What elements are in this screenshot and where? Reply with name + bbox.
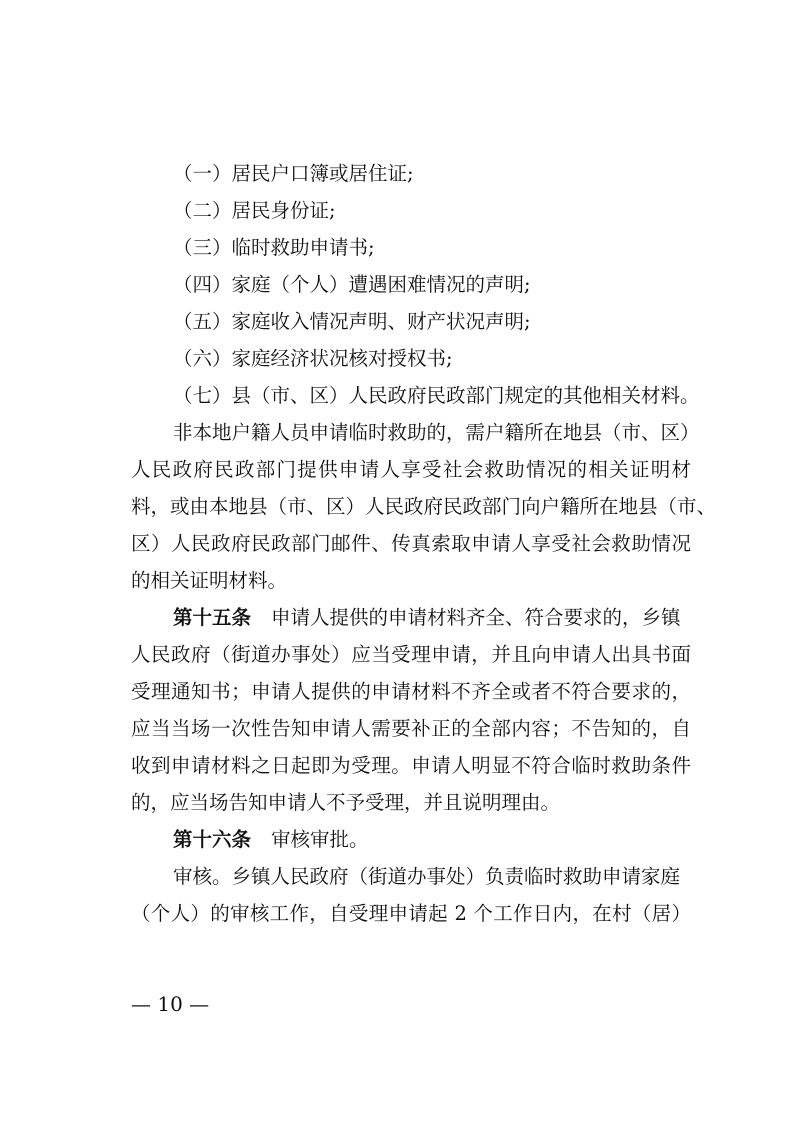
article-number: 第十五条 [173,606,252,629]
page-number: — 10 — [131,992,210,1016]
paragraph-line: 区）人民政府民政部门邮件、传真索取申请人享受社会救助情况 [131,532,691,555]
line-text: 非本地户籍人员申请临时救助的，需户籍所在地县（市、区） [173,421,700,444]
list-item [131,303,691,340]
paragraph-line: （个人）的审核工作，自受理申请起 2 个工作日内，在村（居） [131,902,691,925]
paragraph-line [131,858,691,895]
article-heading-line [131,821,691,858]
paragraph-line: 收到申请材料之日起即为受理。申请人明显不符合临时救助条件 [131,754,691,777]
line-text: （二）居民身份证; [173,199,336,222]
paragraph-line: 人民政府（街道办事处）应当受理申请，并且向申请人出具书面 [131,643,691,666]
paragraph-line: 受理通知书；申请人提供的申请材料不齐全或者不符合要求的， [131,680,691,703]
line-text: （五）家庭收入情况声明、财产状况声明; [173,310,531,333]
list-item [131,266,691,303]
line-text: （三）临时救助申请书; [173,236,375,259]
paragraph-line: 应当当场一次性告知申请人需要补正的全部内容；不告知的，自 [131,717,691,740]
article-number: 第十六条 [173,828,252,851]
list-item [131,192,691,229]
paragraph-line: 的相关证明材料。 [131,569,288,592]
list-item [131,377,700,414]
line-text: 审核审批。 [271,828,369,851]
article-heading-line [131,599,691,636]
list-item [131,229,691,266]
list-item [131,340,691,377]
paragraph-line: 的，应当场告知申请人不予受理，并且说明理由。 [131,791,561,814]
line-text: 申请人提供的申请材料齐全、符合要求的，乡镇 [271,606,681,629]
line-text: （六）家庭经济状况核对授权书; [173,347,453,370]
paragraph-line: 料，或由本地县（市、区）人民政府民政部门向户籍所在地县（市、 [131,495,717,518]
line-text: （四）家庭（个人）遭遇困难情况的声明; [173,273,531,296]
list-item [131,155,691,192]
line-text: 审核。乡镇人民政府（街道办事处）负责临时救助申请家庭 [173,865,681,888]
paragraph-line [131,414,700,451]
paragraph-line: 人民政府民政部门提供申请人享受社会救助情况的相关证明材 [131,458,691,481]
document-body [131,155,717,932]
line-text: （七）县（市、区）人民政府民政部门规定的其他相关材料。 [173,384,700,407]
line-text: （一）居民户口簿或居住证; [173,162,414,185]
